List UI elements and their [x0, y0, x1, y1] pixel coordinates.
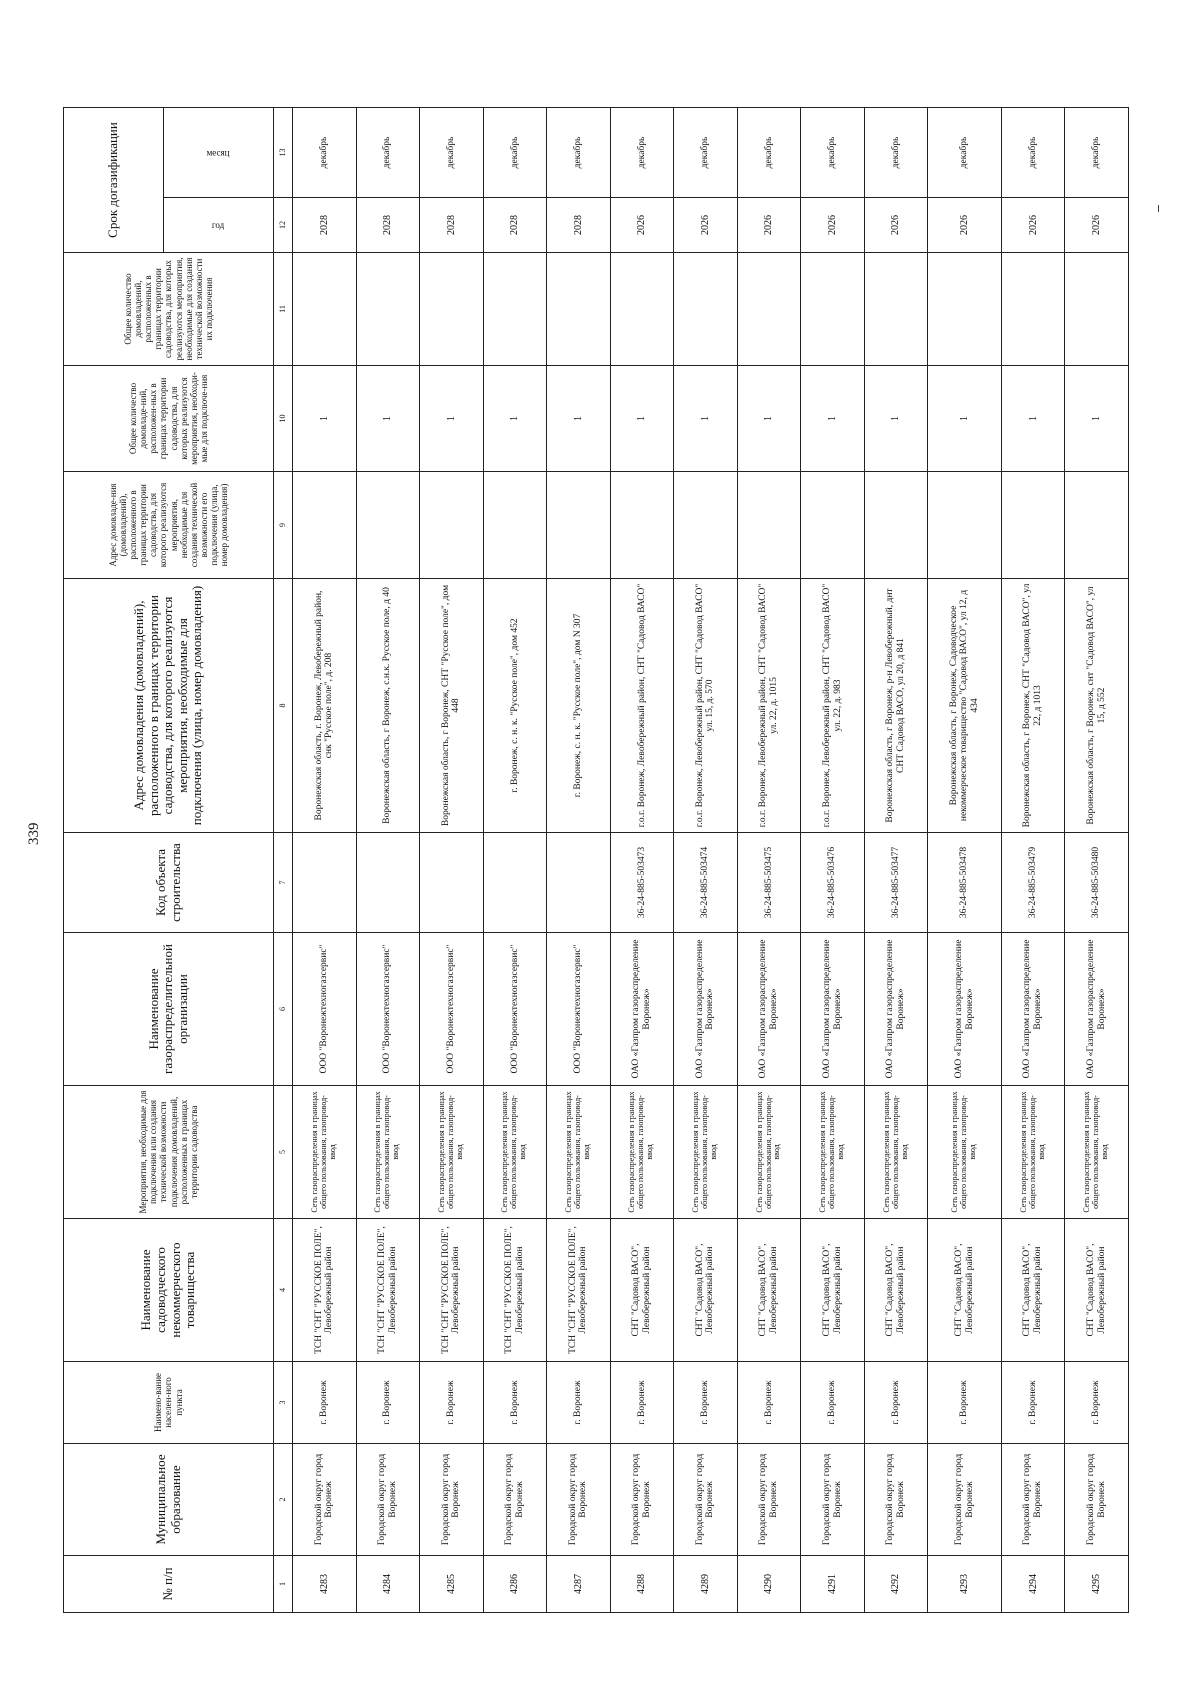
snt-name-cell: ТСН "СНТ "РУССКОЕ ПОЛЕ", Левобережный район [547, 1219, 611, 1362]
row-number: 4286 [483, 1556, 547, 1613]
table-body [293, 108, 1129, 1613]
address-tech-cell [1001, 472, 1065, 579]
month-cell: декабрь [610, 108, 674, 198]
count-tech-cell [610, 253, 674, 366]
gas-org-cell: ОАО «Газпром газораспределение Воронеж» [1065, 933, 1129, 1086]
address-cell: Воронежская область, г Воронеж, Садоводческое некоммерческое товарищество "Садовод ВАСО", ул 12, д 434 [928, 579, 1002, 833]
address-cell: г. Воронеж, с. н. к. "Русское поле", дом 452 [483, 579, 547, 833]
gas-org-cell: ОАО «Газпром газораспределение Воронеж» [801, 933, 865, 1086]
month-cell: декабрь [864, 108, 928, 198]
col-number: 4 [274, 1219, 293, 1362]
col-number: 3 [274, 1362, 293, 1444]
header-num: № п/п [64, 1556, 274, 1613]
address-cell: г.о.г. Воронеж, Левобережный район, СНТ "Садовод ВАСО" ул. 22, д. 1015 [737, 579, 801, 833]
address-cell: Воронежская область, г Воронеж, с.н.к. Русское поле, д 40 [356, 579, 420, 833]
row-number: 4295 [1065, 1556, 1129, 1613]
municipality-cell: Городской округ город Воронеж [928, 1444, 1002, 1556]
object-code-cell: 36-24-885-503476 [801, 833, 865, 933]
object-code-cell [547, 833, 611, 933]
table-row [1065, 108, 1129, 1613]
table-row [483, 108, 547, 1613]
object-code-cell: 36-24-885-503479 [1001, 833, 1065, 933]
header-deadline: Срок догазификации [64, 108, 164, 253]
settlement-cell: г. Воронеж [483, 1362, 547, 1444]
measures-cell: Сеть газораспределения в границах общего пользования, газопровод-ввод [1001, 1086, 1065, 1219]
year-cell: 2026 [737, 198, 801, 253]
table-row [674, 108, 738, 1613]
measures-cell: Сеть газораспределения в границах общего пользования, газопровод-ввод [547, 1086, 611, 1219]
count-tech-cell [1001, 253, 1065, 366]
municipality-cell: Городской округ город Воронеж [864, 1444, 928, 1556]
count-cell: 1 [801, 366, 865, 472]
row-number: 4291 [801, 1556, 865, 1613]
count-tech-cell [864, 253, 928, 366]
year-cell: 2026 [801, 198, 865, 253]
gas-org-cell: ОАО «Газпром газораспределение Воронеж» [737, 933, 801, 1086]
table-row [356, 108, 420, 1613]
table-row [610, 108, 674, 1613]
object-code-cell [356, 833, 420, 933]
address-cell: Воронежская область, г Воронеж, СНТ "Садовод ВАСО", ул 22, д 1013 [1001, 579, 1065, 833]
year-cell: 2026 [928, 198, 1002, 253]
settlement-cell: г. Воронеж [737, 1362, 801, 1444]
year-cell: 2028 [293, 198, 357, 253]
gas-org-cell: ООО "Воронежтехногазсервис" [547, 933, 611, 1086]
month-cell: декабрь [293, 108, 357, 198]
address-tech-cell [293, 472, 357, 579]
count-tech-cell [928, 253, 1002, 366]
col-number: 7 [274, 833, 293, 933]
address-tech-cell [737, 472, 801, 579]
measures-cell: Сеть газораспределения в границах общего пользования, газопровод-ввод [864, 1086, 928, 1219]
settlement-cell: г. Воронеж [1065, 1362, 1129, 1444]
address-tech-cell [1065, 472, 1129, 579]
measures-cell: Сеть газораспределения в границах общего пользования, газопровод-ввод [674, 1086, 738, 1219]
table-row [547, 108, 611, 1613]
count-tech-cell [1065, 253, 1129, 366]
year-cell: 2026 [1001, 198, 1065, 253]
measures-cell: Сеть газораспределения в границах общего пользования, газопровод-ввод [420, 1086, 484, 1219]
settlement-cell: г. Воронеж [864, 1362, 928, 1444]
month-cell: декабрь [928, 108, 1002, 198]
count-cell: 1 [547, 366, 611, 472]
count-tech-cell [674, 253, 738, 366]
count-tech-cell [356, 253, 420, 366]
gas-org-cell: ОАО «Газпром газораспределение Воронеж» [610, 933, 674, 1086]
year-cell: 2026 [1065, 198, 1129, 253]
col-number: 1 [274, 1556, 293, 1613]
header-address: Адрес домовладения (домовладений), расположенного в границах территории садоводства, для которого реализуются мероприятия, необходимые для подключения (улица, номер домовладения) [64, 579, 274, 833]
count-cell: 1 [737, 366, 801, 472]
snt-name-cell: СНТ "Садовод ВАСО", Левобережный район [864, 1219, 928, 1362]
gas-org-cell: ОАО «Газпром газораспределение Воронеж» [864, 933, 928, 1086]
year-cell: 2026 [674, 198, 738, 253]
table-row [737, 108, 801, 1613]
object-code-cell: 36-24-885-503478 [928, 833, 1002, 933]
count-cell: 1 [928, 366, 1002, 472]
measures-cell: Сеть газораспределения в границах общего пользования, газопровод-ввод [483, 1086, 547, 1219]
row-number: 4290 [737, 1556, 801, 1613]
address-cell: Воронежская область, г Воронеж, снт "Садовод ВАСО", ул 15, д 552 [1065, 579, 1129, 833]
snt-name-cell: СНТ "Садовод ВАСО", Левобережный район [1065, 1219, 1129, 1362]
municipality-cell: Городской округ город Воронеж [483, 1444, 547, 1556]
municipality-cell: Городской округ город Воронеж [674, 1444, 738, 1556]
year-cell: 2026 [610, 198, 674, 253]
snt-name-cell: СНТ "Садовод ВАСО", Левобережный район [674, 1219, 738, 1362]
year-cell: 2028 [547, 198, 611, 253]
snt-name-cell: ТСН "СНТ "РУССКОЕ ПОЛЕ", Левобережный район [483, 1219, 547, 1362]
header-count: Общее количество домовладе-ний, расположен-ных в границах территории садоводства, для которых реализуются мероприятия, необходи-мые для подключе-ния [64, 366, 274, 472]
month-cell: декабрь [801, 108, 865, 198]
year-cell: 2028 [483, 198, 547, 253]
snt-name-cell: ТСН "СНТ "РУССКОЕ ПОЛЕ", Левобережный район [420, 1219, 484, 1362]
municipality-cell: Городской округ город Воронеж [737, 1444, 801, 1556]
snt-name-cell: ТСН "СНТ "РУССКОЕ ПОЛЕ", Левобережный район [293, 1219, 357, 1362]
settlement-cell: г. Воронеж [610, 1362, 674, 1444]
col-number: 2 [274, 1444, 293, 1556]
table-row [293, 108, 357, 1613]
count-cell: 1 [483, 366, 547, 472]
object-code-cell: 36-24-885-503477 [864, 833, 928, 933]
object-code-cell [483, 833, 547, 933]
object-code-cell [293, 833, 357, 933]
measures-cell: Сеть газораспределения в границах общего пользования, газопровод-ввод [801, 1086, 865, 1219]
count-cell: 1 [293, 366, 357, 472]
col-number: 5 [274, 1086, 293, 1219]
header-object-code: Код объекта строительства [64, 833, 274, 933]
gas-org-cell: ОАО «Газпром газораспределение Воронеж» [928, 933, 1002, 1086]
count-cell: 1 [356, 366, 420, 472]
count-tech-cell [547, 253, 611, 366]
settlement-cell: г. Воронеж [674, 1362, 738, 1444]
settlement-cell: г. Воронеж [801, 1362, 865, 1444]
settlement-cell: г. Воронеж [547, 1362, 611, 1444]
settlement-cell: г. Воронеж [420, 1362, 484, 1444]
header-address-tech: Адрес домовладе-ния (домовладений), расположенного в границах территории садоводства, для которого реализуются мероприятия, необходимые для создания технической возможности его подключения (улица, номер домовладения) [64, 472, 274, 579]
gas-org-cell: ОАО «Газпром газораспределение Воронеж» [1001, 933, 1065, 1086]
month-cell: декабрь [1001, 108, 1065, 198]
municipality-cell: Городской округ город Воронеж [801, 1444, 865, 1556]
row-number: 4292 [864, 1556, 928, 1613]
address-cell: г.о.г. Воронеж, Левобережный район, СНТ "Садовод ВАСО" [610, 579, 674, 833]
address-cell: г.о.г. Воронеж, Левобережный район, СНТ "Садовод ВАСО" ул. 15, д. 570 [674, 579, 738, 833]
address-tech-cell [801, 472, 865, 579]
month-cell: декабрь [547, 108, 611, 198]
gasification-table [63, 107, 1129, 1613]
gas-org-cell: ООО "Воронежтехногазсервис" [483, 933, 547, 1086]
address-tech-cell [674, 472, 738, 579]
page-number: 339 [26, 822, 42, 845]
table-row [801, 108, 865, 1613]
measures-cell: Сеть газораспределения в границах общего пользования, газопровод-ввод [610, 1086, 674, 1219]
header-month: месяц [164, 108, 274, 198]
gas-org-cell: ОАО «Газпром газораспределение Воронеж» [674, 933, 738, 1086]
address-cell: г. Воронеж, с. н. к. "Русское поле", дом N 307 [547, 579, 611, 833]
month-cell: декабрь [674, 108, 738, 198]
gas-org-cell: ООО "Воронежтехногазсервис" [356, 933, 420, 1086]
col-number: 8 [274, 579, 293, 833]
month-cell: декабрь [1065, 108, 1129, 198]
row-number: 4289 [674, 1556, 738, 1613]
snt-name-cell: СНТ "Садовод ВАСО", Левобережный район [1001, 1219, 1065, 1362]
header-settlement: Наимено-вание населен-ного пункта [64, 1362, 274, 1444]
object-code-cell: 36-24-885-503480 [1065, 833, 1129, 933]
scan-mark [1158, 205, 1159, 212]
row-number: 4293 [928, 1556, 1002, 1613]
col-number: 6 [274, 933, 293, 1086]
header-gas-org: Наименование газораспределительной организации [64, 933, 274, 1086]
row-number: 4294 [1001, 1556, 1065, 1613]
month-cell: декабрь [420, 108, 484, 198]
snt-name-cell: СНТ "Садовод ВАСО", Левобережный район [801, 1219, 865, 1362]
rotated-table-container [63, 108, 1129, 1613]
table-row [1001, 108, 1065, 1613]
measures-cell: Сеть газораспределения в границах общего пользования, газопровод-ввод [356, 1086, 420, 1219]
address-tech-cell [420, 472, 484, 579]
col-number: 10 [274, 366, 293, 472]
col-number: 12 [274, 198, 293, 253]
count-tech-cell [293, 253, 357, 366]
month-cell: декабрь [737, 108, 801, 198]
address-tech-cell [356, 472, 420, 579]
object-code-cell: 36-24-885-503475 [737, 833, 801, 933]
col-number: 11 [274, 253, 293, 366]
object-code-cell [420, 833, 484, 933]
address-tech-cell [610, 472, 674, 579]
year-cell: 2026 [864, 198, 928, 253]
measures-cell: Сеть газораспределения в границах общего пользования, газопровод-ввод [928, 1086, 1002, 1219]
settlement-cell: г. Воронеж [928, 1362, 1002, 1444]
snt-name-cell: СНТ "Садовод ВАСО", Левобережный район [610, 1219, 674, 1362]
header-snt: Наименование садоводческого некоммерческого товарищества [64, 1219, 274, 1362]
object-code-cell: 36-24-885-503474 [674, 833, 738, 933]
address-tech-cell [928, 472, 1002, 579]
row-number: 4285 [420, 1556, 484, 1613]
measures-cell: Сеть газораспределения в границах общего пользования, газопровод-ввод [737, 1086, 801, 1219]
object-code-cell: 36-24-885-503473 [610, 833, 674, 933]
count-tech-cell [420, 253, 484, 366]
month-cell: декабрь [356, 108, 420, 198]
row-number: 4288 [610, 1556, 674, 1613]
row-number: 4283 [293, 1556, 357, 1613]
table-row [864, 108, 928, 1613]
year-cell: 2028 [356, 198, 420, 253]
count-tech-cell [483, 253, 547, 366]
municipality-cell: Городской округ город Воронеж [1065, 1444, 1129, 1556]
col-number: 13 [274, 108, 293, 198]
address-cell: Воронежская область, г. Воронеж, Левобережный район, снк "Русское поле", д. 208 [293, 579, 357, 833]
count-cell: 1 [864, 366, 928, 472]
count-tech-cell [801, 253, 865, 366]
settlement-cell: г. Воронеж [356, 1362, 420, 1444]
municipality-cell: Городской округ город Воронеж [420, 1444, 484, 1556]
snt-name-cell: ТСН "СНТ "РУССКОЕ ПОЛЕ", Левобережный район [356, 1219, 420, 1362]
municipality-cell: Городской округ город Воронеж [1001, 1444, 1065, 1556]
address-cell: Воронежская область, г Воронеж, СНТ "Русское поле", дом 448 [420, 579, 484, 833]
count-tech-cell [737, 253, 801, 366]
address-cell: Воронежская область, г Воронеж, р-н Левобережный, днт СНТ Садовод ВАСО, ул 20, д 841 [864, 579, 928, 833]
count-cell: 1 [1065, 366, 1129, 472]
header-measures: Мероприятия, необходимые для подключения или создания технической возможности подключения домовладений, расположенных в границах территории садоводства [64, 1086, 274, 1219]
municipality-cell: Городской округ город Воронеж [610, 1444, 674, 1556]
count-cell: 1 [420, 366, 484, 472]
address-tech-cell [547, 472, 611, 579]
count-cell: 1 [1001, 366, 1065, 472]
table-row [928, 108, 1002, 1613]
municipality-cell: Городской округ город Воронеж [356, 1444, 420, 1556]
measures-cell: Сеть газораспределения в границах общего пользования, газопровод-ввод [1065, 1086, 1129, 1219]
header-year: год [164, 198, 274, 253]
settlement-cell: г. Воронеж [1001, 1362, 1065, 1444]
snt-name-cell: СНТ "Садовод ВАСО", Левобережный район [737, 1219, 801, 1362]
municipality-cell: Городской округ город Воронеж [547, 1444, 611, 1556]
count-cell: 1 [610, 366, 674, 472]
header-municipality: Муниципальное образование [64, 1444, 274, 1556]
address-tech-cell [864, 472, 928, 579]
count-cell: 1 [674, 366, 738, 472]
address-tech-cell [483, 472, 547, 579]
gas-org-cell: ООО "Воронежтехногазсервис" [420, 933, 484, 1086]
row-number: 4287 [547, 1556, 611, 1613]
municipality-cell: Городской округ город Воронеж [293, 1444, 357, 1556]
month-cell: декабрь [483, 108, 547, 198]
gas-org-cell: ООО "Воронежтехногазсервис" [293, 933, 357, 1086]
snt-name-cell: СНТ "Садовод ВАСО", Левобережный район [928, 1219, 1002, 1362]
year-cell: 2028 [420, 198, 484, 253]
address-cell: г.о.г. Воронеж, Левобережный район, СНТ "Садовод ВАСО" ул. 22, д. 983 [801, 579, 865, 833]
col-number: 9 [274, 472, 293, 579]
header-count-tech: Общее количество домовладений, расположенных в границах территории садоводства, для которых реализуются мероприятия, необходимые для создания технической возможности их подключения [64, 253, 274, 366]
measures-cell: Сеть газораспределения в границах общего пользования, газопровод-ввод [293, 1086, 357, 1219]
row-number: 4284 [356, 1556, 420, 1613]
settlement-cell: г. Воронеж [293, 1362, 357, 1444]
table-row [420, 108, 484, 1613]
